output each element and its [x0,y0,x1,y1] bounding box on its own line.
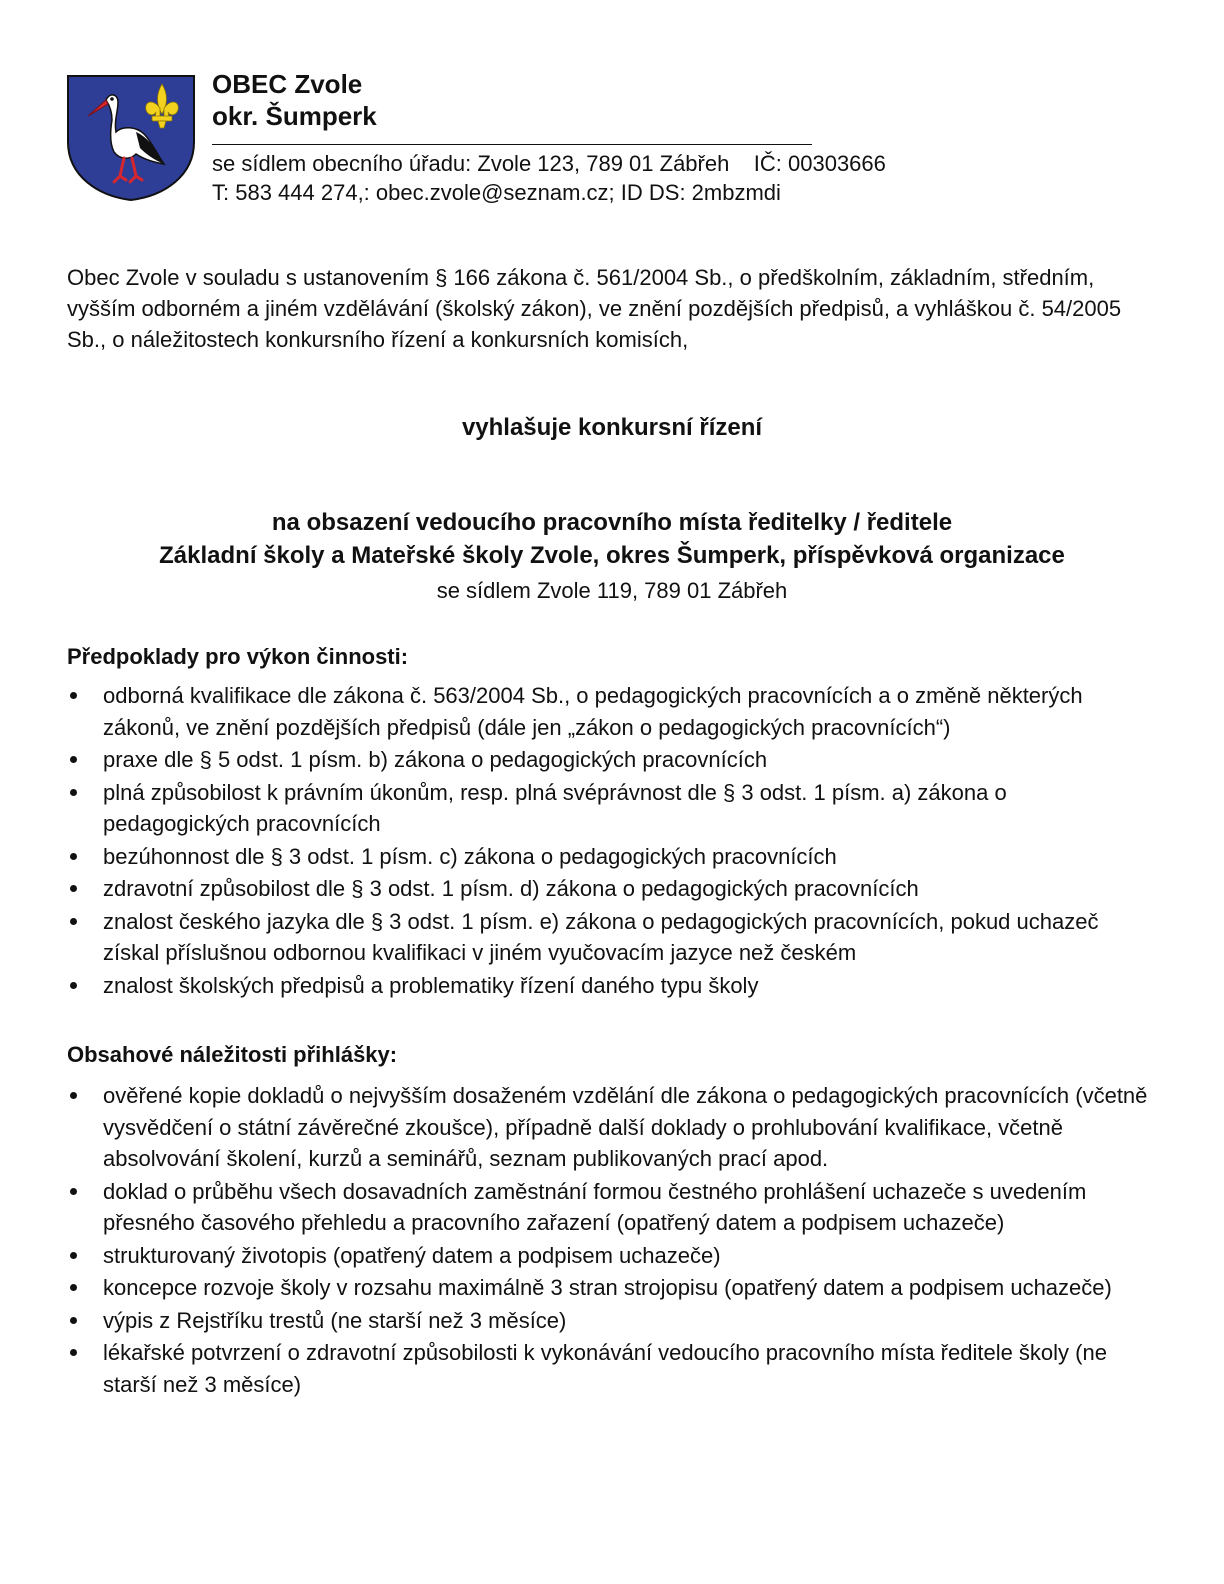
org-district: okr. Šumperk [212,101,377,131]
list-item-text: strukturovaný životopis (opatřený datem a podpisem uchazeče) [103,1242,721,1268]
application-list [67,1080,1157,1401]
list-item-text: bezúhonnost dle § 3 odst. 1 písm. c) zákona o pedagogických pracovnících [103,843,837,869]
bullet-icon [70,1252,77,1259]
position-seat: se sídlem Zvole 119, 789 01 Zábřeh [436,578,788,603]
zvole-coat-of-arms-icon [66,72,196,202]
position-line-1: na obsazení vedoucího pracovního místa ředitelky / ředitele [271,509,953,536]
bullet-icon [70,918,77,925]
letterhead [66,68,1066,208]
position-block [0,506,1224,606]
list-item-text: znalost českého jazyka dle § 3 odst. 1 písm. e) zákona o pedagogických pracovnících, pokud uchazeč získal příslušnou odbornou kvalifikaci v jiném vyučovacím jazyce než českém [103,908,1099,965]
org-name: OBEC Zvole [212,69,363,99]
list-item [67,970,1157,1002]
bullet-icon [70,789,77,796]
list-item [67,1240,1157,1272]
position-line-2: Základní školy a Mateřské školy Zvole, okres Šumperk, příspěvková organizace [159,542,1065,569]
letterhead-divider [212,144,812,145]
list-item-text: odborná kvalifikace dle zákona č. 563/2004 Sb., o pedagogických pracovnících a o změně některých zákonů, ve znění pozdějších předpisů (dále jen „zákon o pedagogických pracovnících“) [103,683,1083,740]
contact-line: T: 583 444 274,: obec.zvole@seznam.cz; ID DS: 2mbzmdi [212,180,781,205]
bullet-icon [70,756,77,763]
bullet-icon [70,1349,77,1356]
intro-paragraph: Obec Zvole v souladu s ustanovením § 166 zákona č. 561/2004 Sb., o předškolním, základním, středním, vyšším odborném a jiném vzdělávání (školský zákon), ve znění pozdějších předpisů, a vyhláškou č. 54/2005 Sb., o náležitostech konkursního řízení a konkursních komisích, [67,265,1122,352]
list-item-text: doklad o průběhu všech dosavadních zaměstnání formou čestného prohlášení uchazeče s uvedením přesného časového přehledu a pracovního zařazení (opatřený datem a podpisem uchazeče) [103,1178,1087,1235]
list-item-text: praxe dle § 5 odst. 1 písm. b) zákona o pedagogických pracovnících [103,747,768,772]
announcement-heading: vyhlašuje konkursní řízení [461,414,763,441]
bullet-icon [70,1188,77,1195]
list-item [67,906,1157,969]
application-title: Obsahové náležitosti přihlášky: [67,1042,398,1067]
list-item-text: ověřené kopie dokladů o nejvyšším dosaženém vzdělání dle zákona o pedagogických pracovnících (včetně vysvědčení o státní závěrečné zkoušce), případně další doklady o prohlubování kvalifikace, včetně absolvování školení, kurzů a seminářů, seznam publikovaných prací apod. [103,1083,1148,1171]
list-item [67,680,1157,743]
list-item-text: koncepce rozvoje školy v rozsahu maximálně 3 stran strojopisu (opatřený datem a podpisem uchazeče) [103,1275,1112,1300]
prerequisites-list [67,680,1157,1002]
list-item [67,1305,1157,1337]
list-item [67,1176,1157,1239]
bullet-icon [70,885,77,892]
list-item [67,1337,1157,1400]
list-item [67,1080,1157,1175]
list-item [67,873,1157,905]
letterhead-text [212,68,886,207]
list-item-text: lékařské potvrzení o zdravotní způsobilosti k vykonávání vedoucího pracovního místa ředitele školy (ne starší než 3 měsíce) [103,1340,1107,1397]
bullet-icon [70,1284,77,1291]
list-item [67,777,1157,840]
list-item [67,744,1157,776]
bullet-icon [70,1317,77,1324]
bullet-icon [70,853,77,860]
list-item-text: zdravotní způsobilost dle § 3 odst. 1 písm. d) zákona o pedagogických pracovnících [103,876,919,901]
list-item-text: znalost školských předpisů a problematiky řízení daného typu školy [103,972,759,998]
office-address: se sídlem obecního úřadu: Zvole 123, 789 01 Zábřeh IČ: 00303666 [212,151,886,176]
list-item [67,1272,1157,1304]
bullet-icon [70,1092,77,1099]
bullet-icon [70,982,77,989]
prerequisites-title: Předpoklady pro výkon činnosti: [67,644,409,669]
list-item [67,841,1157,873]
list-item-text: výpis z Rejstříku trestů (ne starší než 3 měsíce) [103,1307,567,1333]
list-item-text: plná způsobilost k právním úkonům, resp. plná svéprávnost dle § 3 odst. 1 písm. a) zákona o pedagogických pracovnících [103,779,1007,836]
bullet-icon [70,692,77,699]
